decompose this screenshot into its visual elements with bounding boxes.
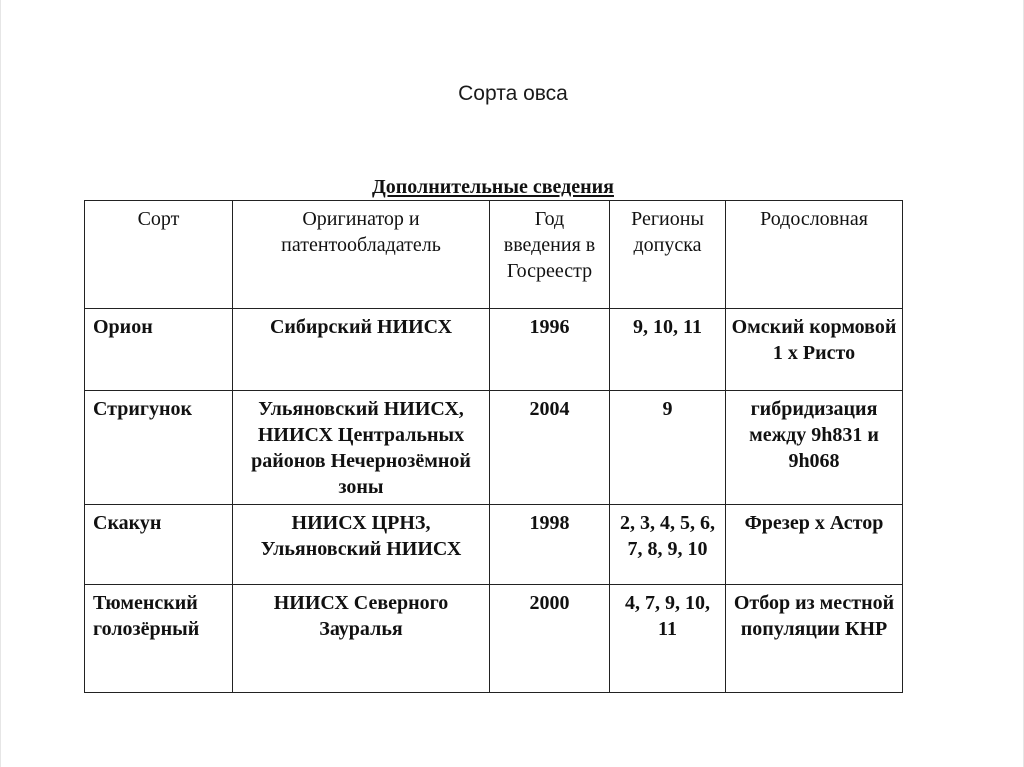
cell-originator: Сибирский НИИСХ (233, 309, 490, 391)
cell-sort: Тюменский голозёрный (85, 585, 233, 693)
table-caption (84, 176, 902, 199)
table-row (85, 585, 903, 693)
cell-year: 2004 (490, 391, 610, 505)
header-regions: Регионы допуска (610, 201, 726, 309)
cell-year: 1996 (490, 309, 610, 391)
cell-sort: Орион (85, 309, 233, 391)
varieties-table (84, 200, 903, 693)
table-row (85, 309, 903, 391)
cell-regions: 9, 10, 11 (610, 309, 726, 391)
cell-pedigree: Фрезер х Астор (726, 505, 903, 585)
cell-regions: 9 (610, 391, 726, 505)
cell-originator: НИИСХ Северного Зауралья (233, 585, 490, 693)
cell-originator: НИИСХ ЦРНЗ, Ульяновский НИИСХ (233, 505, 490, 585)
header-year: Год введения в Госреестр (490, 201, 610, 309)
table-row (85, 391, 903, 505)
table-row (85, 505, 903, 585)
cell-originator: Ульяновский НИИСХ, НИИСХ Центральных районов Нечернозёмной зоны (233, 391, 490, 505)
cell-pedigree: Отбор из местной популяции КНР (726, 585, 903, 693)
cell-sort: Скакун (85, 505, 233, 585)
cell-pedigree: гибридизация между 9h831 и 9h068 (726, 391, 903, 505)
header-sort: Сорт (85, 201, 233, 309)
cell-regions: 4, 7, 9, 10, 11 (610, 585, 726, 693)
cell-year: 1998 (490, 505, 610, 585)
cell-regions: 2, 3, 4, 5, 6, 7, 8, 9, 10 (610, 505, 726, 585)
cell-pedigree: Омский кормовой 1 х Ристо (726, 309, 903, 391)
table-caption-text: Дополнительные сведения (372, 176, 614, 198)
header-originator: Оригинатор и патентообладатель (233, 201, 490, 309)
header-pedigree: Родословная (726, 201, 903, 309)
slide-title: Сорта овса (458, 82, 568, 105)
table-header-row (85, 201, 903, 309)
cell-year: 2000 (490, 585, 610, 693)
cell-sort: Стригунок (85, 391, 233, 505)
